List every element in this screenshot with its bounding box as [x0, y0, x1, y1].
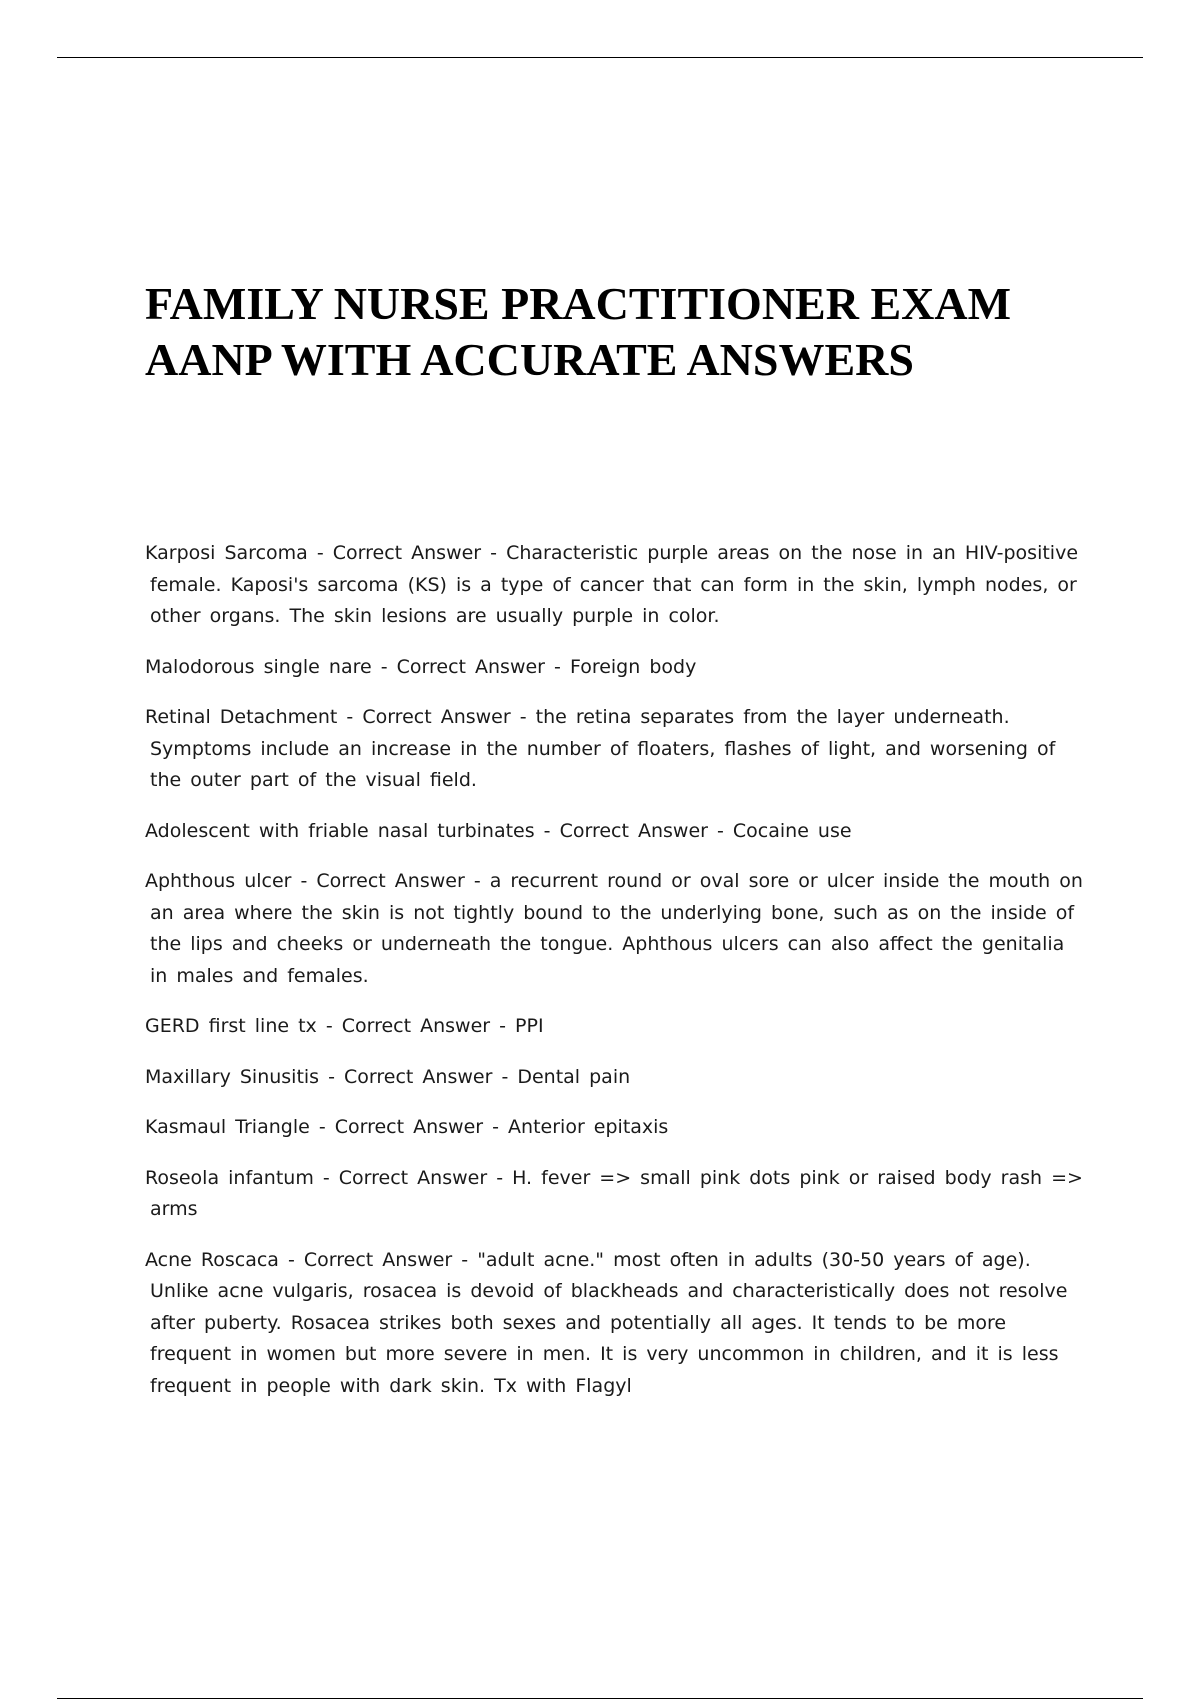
entry-answer: H. fever => small pink dots pink or raised body rash => arms [150, 1166, 1083, 1220]
entry-answer: Dental pain [517, 1065, 631, 1088]
entry-answer: the retina separates from the layer underneath. Symptoms include an increase in the number of floaters, flashes of light, and worsening of the outer part of the visual field. [150, 706, 1056, 791]
qa-entry-malodorous-nare: Malodorous single nare - Correct Answer - Foreign body [145, 655, 697, 678]
entry-answer: PPI [515, 1015, 544, 1037]
qa-entry-maxillary-sinusitis: Maxillary Sinusitis - Correct Answer - Dental pain [145, 1065, 631, 1088]
entry-term: Malodorous single nare [145, 655, 372, 678]
entry-term: Kasmaul Triangle [145, 1116, 310, 1138]
entry-term: Retinal Detachment [145, 706, 338, 728]
qa-entry-acne-rosacea: Acne Roscaca - Correct Answer - "adult acne." most often in adults (30-50 years of age). Unlike acne vulgaris, rosacea is devoid of blackheads and characteristically does not resolve after puberty. Rosacea strikes both sexes and potentially all ages. It tends to be more frequent in women but more severe in men. It is very uncommon in children, and it is less frequent in people with dark skin. Tx with Flagyl [145, 1248, 1068, 1397]
entry-separator: Correct Answer [396, 655, 545, 678]
title-line-2: AANP WITH ACCURATE ANSWERS [145, 334, 914, 385]
qa-entry-retinal-detachment: Retinal Detachment - Correct Answer - the retina separates from the layer underneath. Symptoms include an increase in the number of floaters, flashes of light, and worsening of the outer part of the visual field. [145, 706, 1056, 791]
entry-separator: Correct Answer [559, 819, 708, 842]
qa-entry-gerd: GERD first line tx - Correct Answer - PPI [145, 1015, 544, 1037]
top-rule [57, 57, 1143, 58]
document-title [145, 276, 1105, 388]
qa-entry-kaposi-sarcoma: Karposi Sarcoma - Correct Answer - Characteristic purple areas on the nose in an HIV-positive female. Kaposi's sarcoma (KS) is a type of cancer that can form in the skin, lymph nodes, or other organs. The skin lesions are usually purple in color. [145, 542, 1079, 627]
entry-separator: Correct Answer [332, 542, 482, 564]
entry-answer: Foreign body [569, 655, 697, 678]
entry-answer: Anterior epitaxis [508, 1116, 669, 1138]
title-line-1: FAMILY NURSE PRACTITIONER EXAM [145, 278, 1011, 329]
entry-term: Acne Roscaca [145, 1248, 279, 1271]
entry-separator: Correct Answer [303, 1248, 453, 1271]
entry-term: Karposi Sarcoma [145, 542, 308, 564]
entry-answer: Cocaine use [732, 819, 852, 842]
entry-answer: "adult acne." most often in adults (30-50 years of age). Unlike acne vulgaris, rosacea is devoid of blackheads and characteristically does not resolve after puberty. Rosacea strikes both sexes and potentially all ages. It tends to be more frequent in women but more severe in men. It is very uncommon in children, and it is less frequent in people with dark skin. Tx with Flagyl [150, 1248, 1068, 1397]
entry-separator: Correct Answer [334, 1116, 484, 1138]
qa-list [145, 538, 1090, 1421]
entry-separator: Correct Answer [338, 1166, 488, 1189]
entry-separator: Correct Answer [362, 706, 511, 728]
entry-separator: Correct Answer [344, 1065, 493, 1088]
entry-term: Maxillary Sinusitis [145, 1065, 320, 1088]
bottom-rule [57, 1698, 1143, 1699]
qa-entry-roseola-infantum: Roseola infantum - Correct Answer - H. fever => small pink dots pink or raised body rash => arms [145, 1166, 1083, 1220]
qa-entry-kasmaul-triangle: Kasmaul Triangle - Correct Answer - Anterior epitaxis [145, 1116, 669, 1138]
entry-term: Adolescent with friable nasal turbinates [145, 819, 535, 842]
entry-answer: a recurrent round or oval sore or ulcer inside the mouth on an area where the skin is not tightly bound to the underlying bone, such as on the inside of the lips and cheeks or underneath the tongue. Aphthous ulcers can also affect the genitalia in males and females. [150, 870, 1083, 987]
entry-separator: Correct Answer [341, 1015, 491, 1037]
entry-term: Roseola infantum [145, 1166, 314, 1189]
entry-answer: Characteristic purple areas on the nose in an HIV-positive female. Kaposi's sarcoma (KS) is a type of cancer that can form in the skin, lymph nodes, or other organs. The skin lesions are usually purple in color. [150, 542, 1079, 627]
qa-entry-aphthous-ulcer: Aphthous ulcer - Correct Answer - a recurrent round or oval sore or ulcer inside the mouth on an area where the skin is not tightly bound to the underlying bone, such as on the inside of the lips and cheeks or underneath the tongue. Aphthous ulcers can also affect the genitalia in males and females. [145, 870, 1083, 987]
entry-separator: Correct Answer [316, 870, 465, 892]
entry-term: GERD first line tx [145, 1015, 317, 1037]
qa-entry-nasal-turbinates: Adolescent with friable nasal turbinates - Correct Answer - Cocaine use [145, 819, 852, 842]
entry-term: Aphthous ulcer [145, 870, 292, 892]
